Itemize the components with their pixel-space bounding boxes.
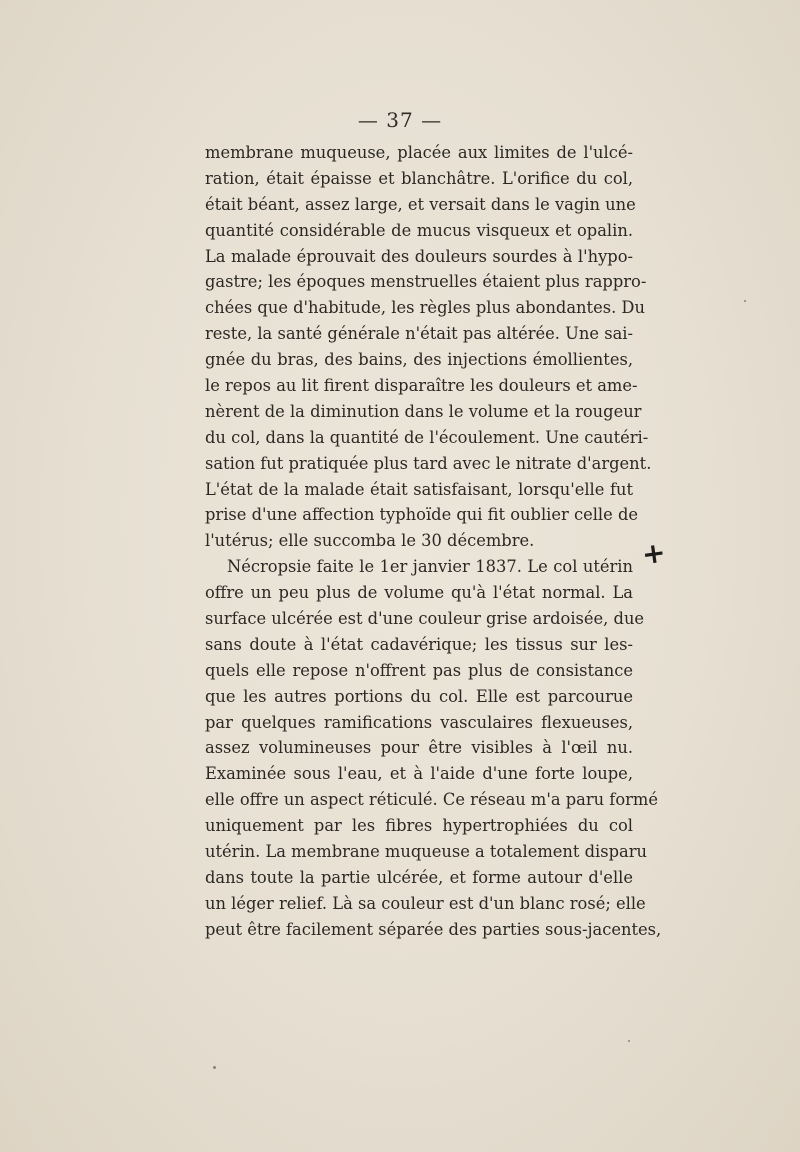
text-line: sation fut pratiquée plus tard avec le nitrate d'argent. — [205, 453, 652, 473]
text-line: prise d'une affection typhoïde qui fit oublier celle de — [205, 505, 639, 525]
text-line: assez volumineuses pour être visibles à l'œil nu. — [205, 738, 633, 758]
text-line: offre un peu plus de volume qu'à l'état normal. La — [205, 583, 633, 603]
text-line: sans doute à l'état cadavérique; les tissus sur les- — [205, 634, 633, 654]
text-line: Nécropsie faite le 1er janvier 1837. Le col utérin — [227, 557, 633, 577]
text-line: par quelques ramifications vasculaires flexueuses, — [205, 712, 633, 732]
text-line: gastre; les époques menstruelles étaient plus rappro- — [205, 272, 647, 292]
text-line: le repos au lit firent disparaître les douleurs et ame- — [205, 376, 638, 396]
paper-speck — [213, 1066, 216, 1069]
text-line: gnée du bras, des bains, des injections émollientes, — [205, 350, 633, 370]
text-line: surface ulcérée est d'une couleur grise ardoisée, due — [205, 609, 645, 629]
text-line: nèrent de la diminution dans le volume et la rougeur — [205, 401, 642, 421]
text-line: quels elle repose n'offrent pas plus de consistance — [205, 660, 633, 680]
paper-speck — [628, 1040, 630, 1042]
text-line: L'état de la malade était satisfaisant, lorsqu'elle fut — [205, 479, 633, 499]
text-line: était béant, assez large, et versait dans le vagin une — [205, 194, 636, 214]
text-line: un léger relief. Là sa couleur est d'un blanc rosé; elle — [205, 893, 646, 913]
paper-speck — [744, 300, 746, 302]
text-line: que les autres portions du col. Elle est parcourue — [205, 686, 633, 706]
text-line: peut être facilement séparée des parties sous-jacentes, — [205, 919, 662, 939]
text-line: elle offre un aspect réticulé. Ce réseau m'a paru formé — [205, 790, 658, 810]
page-number: — 37 — — [357, 108, 443, 132]
text-line: reste, la santé générale n'était pas altérée. Une sai- — [205, 324, 633, 344]
text-line: dans toute la partie ulcérée, et forme autour d'elle — [205, 867, 633, 887]
text-line: La malade éprouvait des douleurs sourdes à l'hypo- — [205, 246, 633, 266]
text-line: chées que d'habitude, les règles plus abondantes. Du — [205, 298, 645, 318]
text-line: ration, était épaisse et blanchâtre. L'orifice du col, — [205, 168, 633, 188]
text-line: membrane muqueuse, placée aux limites de l'ulcé- — [205, 143, 633, 162]
text-line: du col, dans la quantité de l'écoulement. Une cautéri- — [205, 427, 649, 447]
text-line: quantité considérable de mucus visqueux et opalin. — [205, 220, 633, 240]
text-line: Examinée sous l'eau, et à l'aide d'une forte loupe, — [205, 764, 633, 784]
margin-annotation: + — [639, 535, 668, 572]
text-line: l'utérus; elle succomba le 30 décembre. — [205, 531, 535, 551]
body-text — [205, 140, 662, 943]
text-line: utérin. La membrane muqueuse a totalement disparu — [205, 842, 648, 862]
text-line: uniquement par les fibres hypertrophiées du col — [205, 816, 633, 836]
